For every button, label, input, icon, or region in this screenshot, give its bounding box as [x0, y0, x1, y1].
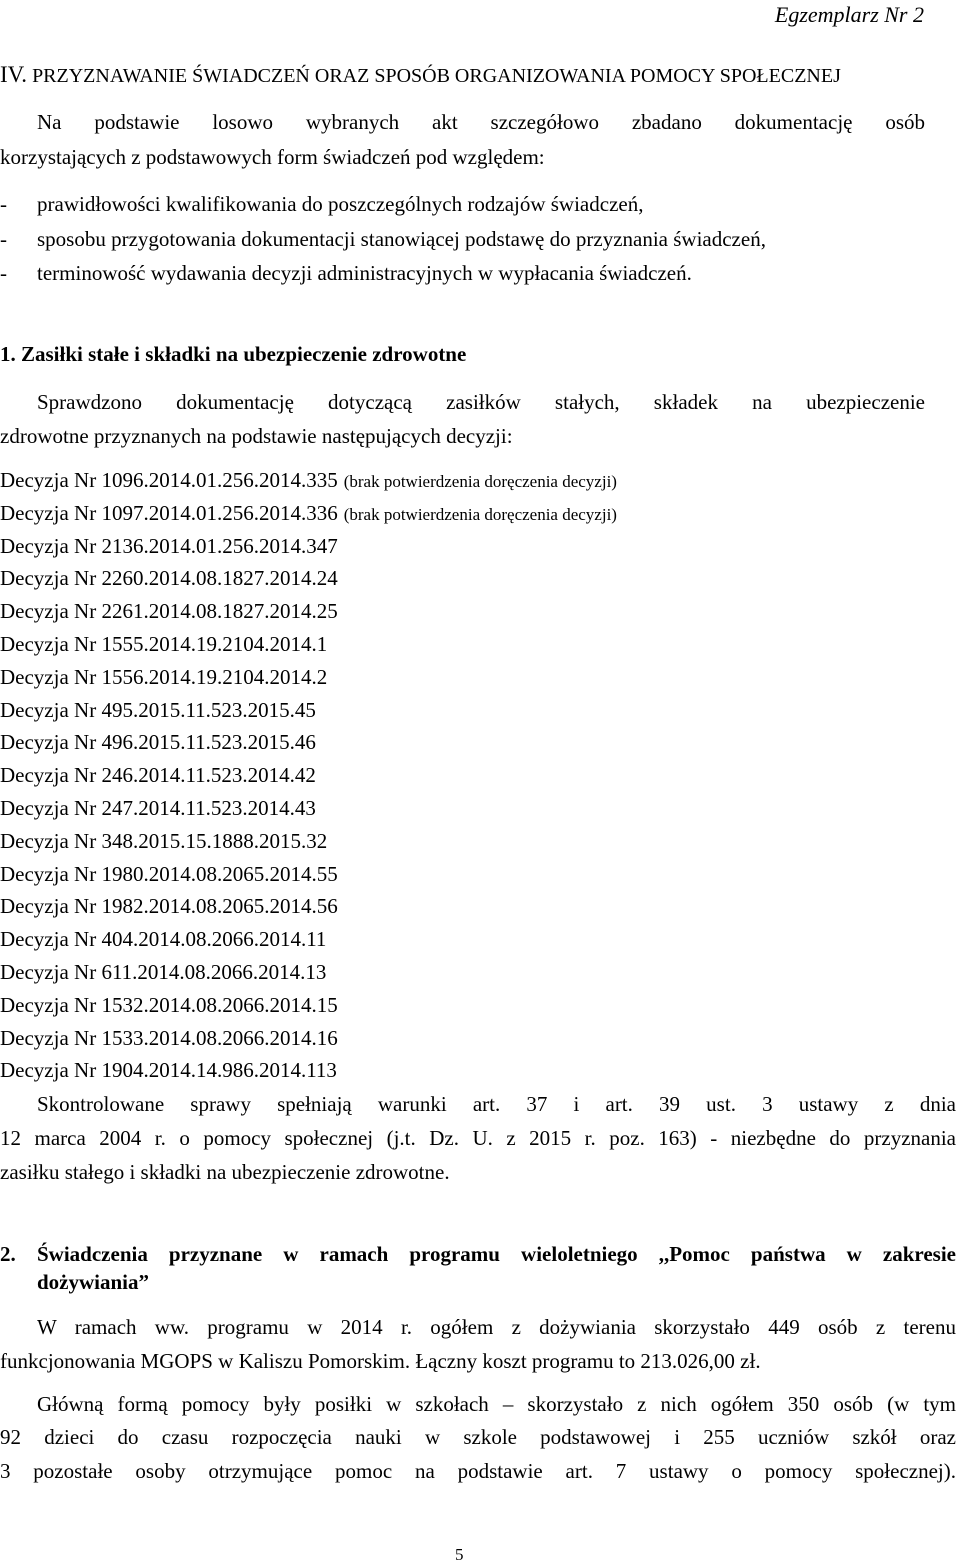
sub1-conclusion-line-3: zasiłku stałego i składki na ubezpieczenie zdrowotne.: [0, 1160, 450, 1184]
decision-item: [0, 829, 327, 854]
decision-item: [0, 763, 316, 788]
decision-item: [0, 501, 617, 526]
decision-number: Decyzja Nr 1980.2014.08.2065.2014.55: [0, 861, 338, 886]
decision-item: [0, 534, 338, 559]
decision-item: [0, 599, 338, 624]
decision-number: Decyzja Nr 1532.2014.08.2066.2014.15: [0, 992, 338, 1017]
section-title: PRZYZNAWANIE ŚWIADCZEŃ ORAZ SPOSÓB ORGANIZOWANIA POMOCY SPOŁECZNEJ: [32, 65, 841, 87]
decision-item: [0, 468, 617, 493]
sub2-paragraph-2-line-2: 92 dzieci do czasu rozpoczęcia nauki w szkole podstawowej i 255 uczniów szkół oraz: [0, 1425, 956, 1449]
decision-number: Decyzja Nr 2136.2014.01.256.2014.347: [0, 533, 338, 558]
decision-number: Decyzja Nr 1533.2014.08.2066.2014.16: [0, 1025, 338, 1050]
decision-number: Decyzja Nr 495.2015.11.523.2015.45: [0, 697, 316, 722]
sub2-paragraph-1-line-2: funkcjonowania MGOPS w Kaliszu Pomorskim. Łączny koszt programu to 213.026,00 zł.: [0, 1349, 761, 1373]
intro-line-1: Na podstawie losowo wybranych akt szczegółowo zbadano dokumentację osób: [37, 110, 925, 134]
decision-number: Decyzja Nr 1982.2014.08.2065.2014.56: [0, 894, 338, 919]
decision-number: Decyzja Nr 1555.2014.19.2104.2014.1: [0, 632, 328, 656]
sub1-paragraph-line-1: Sprawdzono dokumentację dotyczącą zasiłków stałych, składek na ubezpieczenie: [37, 390, 925, 414]
decision-number: Decyzja Nr 246.2014.11.523.2014.42: [0, 763, 316, 788]
sub1-conclusion-line-1: Skontrolowane sprawy spełniają warunki art. 37 i art. 39 ust. 3 ustawy z dnia: [37, 1092, 956, 1116]
decision-item: [0, 862, 338, 887]
intro-bullet-mark: -: [0, 261, 7, 285]
intro-bullet-mark: -: [0, 192, 7, 216]
intro-bullet-2: sposobu przygotowania dokumentacji stanowiącej podstawę do przyznania świadczeń,: [37, 227, 766, 251]
decision-item: [0, 960, 326, 985]
page-number: 5: [455, 1545, 464, 1564]
decision-item: [0, 927, 326, 952]
decision-number: Decyzja Nr 404.2014.08.2066.2014.11: [0, 927, 327, 952]
decision-item: [0, 993, 338, 1018]
decision-number: Decyzja Nr 1556.2014.19.2104.2014.2: [0, 664, 328, 689]
subsection-2-heading-line-2: dożywiania”: [37, 1270, 150, 1294]
decision-note: (brak potwierdzenia doręczenia decyzji): [343, 504, 617, 524]
decision-number: Decyzja Nr 247.2014.11.523.2014.43: [0, 796, 316, 820]
sub2-paragraph-2-line-1: Główną formą pomocy były posiłki w szkołach – skorzystało z nich ogółem 350 osób (w tym: [37, 1392, 956, 1416]
decision-number: Decyzja Nr 1097.2014.01.256.2014.336: [0, 500, 338, 525]
decision-number: Decyzja Nr 1904.2014.14.986.2014.113: [0, 1058, 337, 1083]
decision-number: Decyzja Nr 1096.2014.01.256.2014.335: [0, 468, 338, 492]
subsection-2-number: 2.: [0, 1242, 16, 1266]
decision-item: [0, 894, 338, 919]
sub1-conclusion-line-2: 12 marca 2004 r. o pomocy społecznej (j.t. Dz. U. z 2015 r. poz. 163) - niezbędne do przyznania: [0, 1126, 956, 1150]
decision-item: [0, 1026, 338, 1051]
decision-note: (brak potwierdzenia doręczenia decyzji): [343, 472, 617, 491]
decision-number: Decyzja Nr 496.2015.11.523.2015.46: [0, 730, 316, 755]
sub2-paragraph-1-line-1: W ramach ww. programu w 2014 r. ogółem z dożywiania skorzystało 449 osób z terenu: [37, 1315, 956, 1339]
decision-item: [0, 730, 316, 755]
decision-item: [0, 665, 327, 690]
decision-number: Decyzja Nr 2261.2014.08.1827.2014.25: [0, 599, 338, 624]
subsection-1-heading: 1. Zasiłki stałe i składki na ubezpieczenie zdrowotne: [0, 342, 467, 366]
decision-item: [0, 566, 338, 591]
copy-number-label: Egzemplarz Nr 2: [774, 2, 924, 27]
intro-bullet-mark: -: [0, 227, 7, 251]
decision-item: [0, 1058, 337, 1083]
intro-bullet-3: terminowość wydawania decyzji administracyjnych w wypłacania świadczeń.: [37, 261, 692, 285]
decision-item: [0, 632, 327, 657]
decision-number: Decyzja Nr 611.2014.08.2066.2014.13: [0, 960, 327, 984]
decision-number: Decyzja Nr 2260.2014.08.1827.2014.24: [0, 566, 338, 591]
decision-number: Decyzja Nr 348.2015.15.1888.2015.32: [0, 828, 328, 853]
section-number: IV.: [0, 62, 28, 87]
decision-item: [0, 698, 316, 723]
decision-item: [0, 796, 316, 821]
subsection-2-heading-line-1: Świadczenia przyznane w ramach programu wieloletniego ,,Pomoc państwa w zakresie: [37, 1242, 956, 1266]
sub2-paragraph-2-line-3: 3 pozostałe osoby otrzymujące pomoc na podstawie art. 7 ustawy o pomocy społecznej).: [0, 1459, 956, 1483]
intro-bullet-1: prawidłowości kwalifikowania do poszczególnych rodzajów świadczeń,: [37, 192, 644, 216]
sub1-paragraph-line-2: zdrowotne przyznanych na podstawie następujących decyzji:: [0, 424, 513, 448]
intro-line-2: korzystających z podstawowych form świadczeń pod względem:: [0, 145, 545, 169]
section-heading: [0, 62, 841, 88]
